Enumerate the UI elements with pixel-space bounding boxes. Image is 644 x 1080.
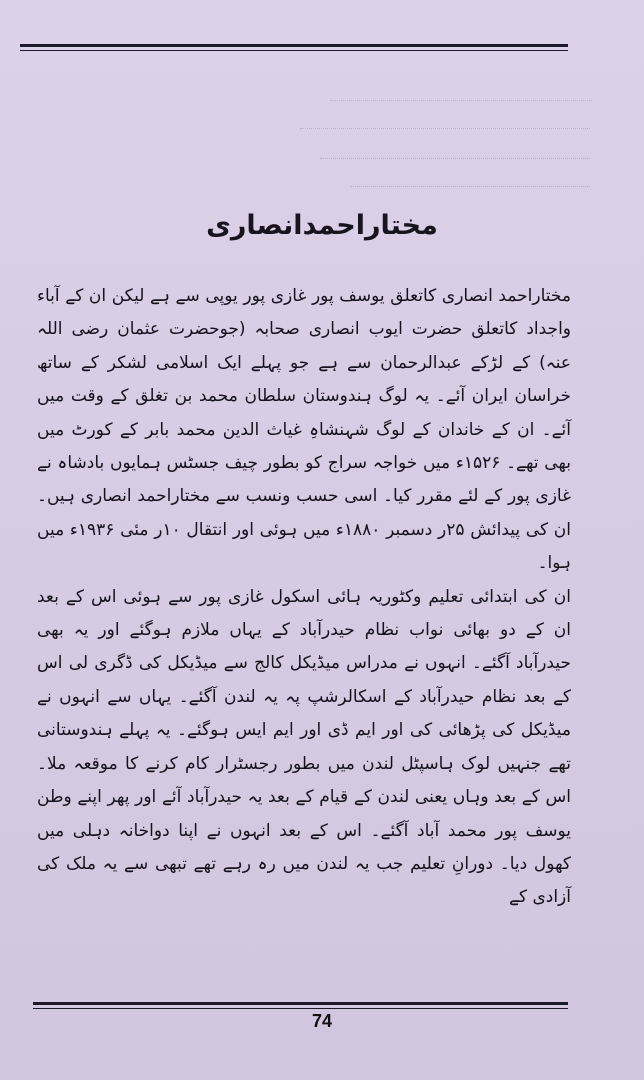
body-text bbox=[37, 280, 571, 915]
bottom-rule-thick bbox=[33, 1002, 568, 1005]
bleed-through-line bbox=[350, 186, 590, 189]
bleed-through-line bbox=[300, 128, 590, 131]
top-rule-thick bbox=[20, 44, 568, 47]
bottom-rule-thin bbox=[33, 1008, 568, 1009]
chapter-title: مختاراحمدانصاری bbox=[206, 210, 438, 241]
bleed-through-line bbox=[320, 158, 590, 161]
paragraph: مختاراحمد انصاری کاتعلق یوسف پور غازی پور یوپی سے ہے لیکن ان کے آباء واجداد کاتعلق حضرت ایوب انصاری صحابہ (جوحضرت عثمان رضی اللہ عنہ) کے لڑکے عبدالرحمان سے ہے جو پہلے ایک اسلامی لشکر کے ساتھ خراسان ایران آئے۔ یہ لوگ ہندوستان سلطان محمد بن تغلق کے وقت میں آئے۔ ان کے خاندان کے لوگ شہنشاہِ غیاث الدین محمد بابر کے کورٹ میں بھی تھے۔ ۱۵۲۶ء میں خواجہ سراج کو بطور چیف جسٹس ہمایوں بادشاہ نے غازی پور کے لئے مقرر کیا۔ اسی حسب ونسب سے مختاراحمد انصاری ہیں۔ ان کی پیدائش ۲۵ر دسمبر ۱۸۸۰ء میں ہوئی اور انتقال ۱۰ر مئی ۱۹۳۶ء میں ہوا۔ bbox=[37, 286, 571, 574]
bleed-through-line bbox=[330, 100, 592, 103]
page-number: 74 bbox=[311, 1011, 333, 1031]
top-rule-thin bbox=[20, 50, 568, 51]
paragraph: ان کی ابتدائی تعلیم وکٹوریہ ہائی اسکول غازی پور سے ہوئی اس کے بعد ان کے دو بھائی نواب نظام حیدرآباد کے یہاں ملازم ہوگئے اور یہ بھی حیدرآباد آگئے۔ انہوں نے مدراس میڈیکل کالج سے میڈیکل کی ڈگری لی اس کے بعد نظام حیدرآباد کے اسکالرشپ پہ یہ لندن آگئے۔ یہاں سے انہوں نے میڈیکل کی پڑھائی کی اور ایم ڈی اور ایم ایس ہوگئے۔ یہ پہلے ہندوستانی تھے جنہیں لوک ہاسپٹل لندن میں بطور رجسٹرار کام کرنے کا موقعہ ملا۔ اس کے بعد وہاں یعنی لندن کے قیام کے بعد یہ حیدرآباد آئے اور پھر اپنے وطن یوسف پور محمد آباد آگئے۔ اس کے بعد انہوں نے اپنا دواخانہ دہلی میں کھول دیا۔ دورانِ تعلیم جب یہ لندن میں رہ رہے تھے تبھی سے یہ ملک کی آزادی کے bbox=[37, 586, 571, 908]
